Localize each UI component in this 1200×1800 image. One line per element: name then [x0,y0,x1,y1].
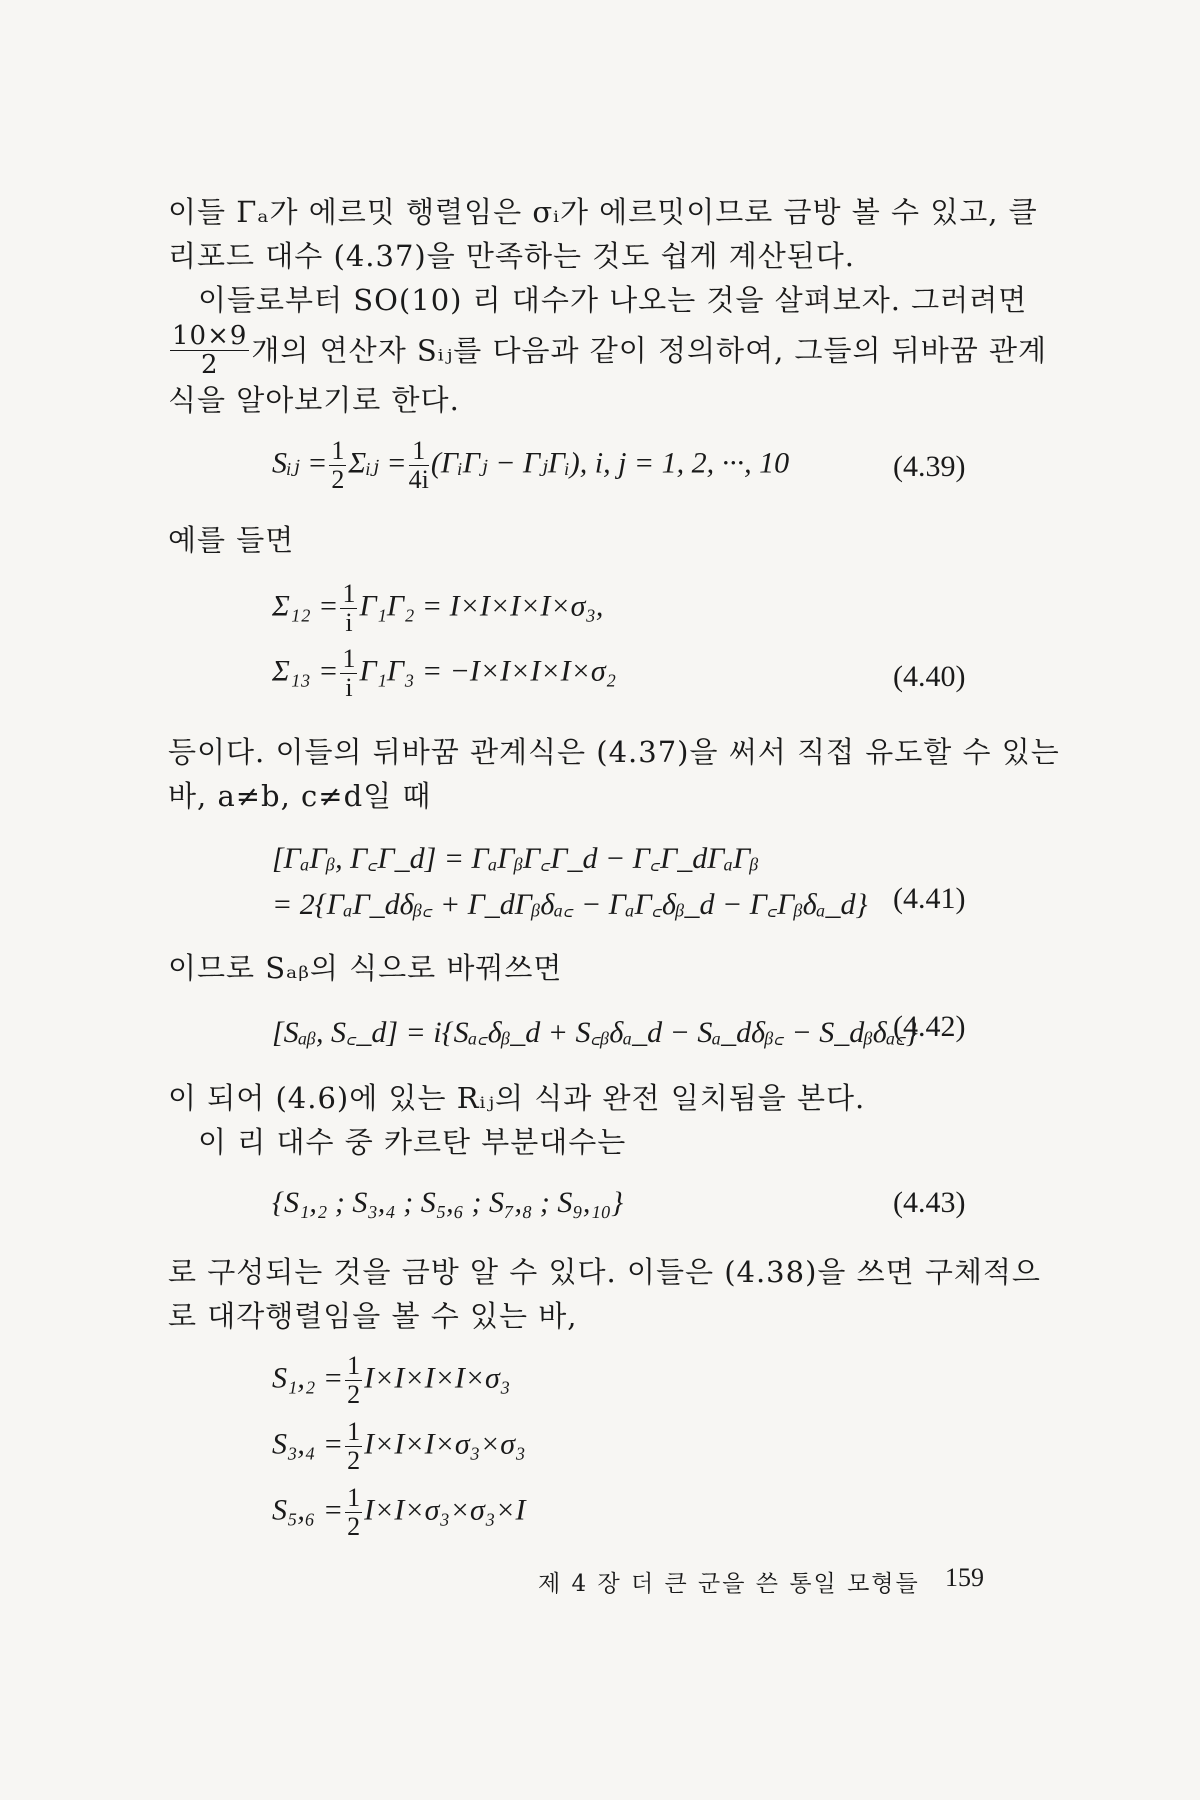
paragraph-line: 로 구성되는 것을 금방 알 수 있다. 이들은 (4.38)을 쓰면 구체적으 [168,1255,1041,1289]
fraction-numerator: 1 [342,644,356,673]
equation-number: (4.43) [893,1186,966,1219]
equation-part: S₁,₂ = [272,1361,344,1395]
fraction [329,437,346,494]
fraction [345,1484,362,1541]
fraction-denominator: 2 [200,350,219,380]
equation-s56 [272,1484,526,1541]
equation-number: (4.41) [893,882,966,915]
equation-part: Γ₁Γ₃ = −I×I×I×I×σ₂ [359,654,617,688]
equation-number: (4.42) [893,1010,966,1043]
fraction [345,1418,362,1475]
equation-part: Σ₁₃ = [272,654,339,688]
paragraph-text: 개의 연산자 Sᵢⱼ를 다음과 같이 정의하여, 그들의 뒤바꿈 관계 [251,333,1048,368]
equation-part: I×I×σ₃×σ₃×I [364,1493,526,1527]
equation-4-40b [272,645,616,702]
paragraph-line: 이 리 대수 중 카르탄 부분대수는 [198,1125,627,1159]
fraction-denominator: 2 [347,1446,361,1475]
equation-4-41b: = 2{ΓₐΓ_dδᵦ꜀ + Γ_dΓᵦδₐ꜀ − ΓₐΓ꜀δᵦ_d − Γ꜀Γᵦδₐ_d} [272,888,868,921]
paragraph-line: 이들로부터 SO(10) 리 대수가 나오는 것을 살펴보자. 그러려면 [198,283,1028,317]
paragraph-line: 이므로 Sₐᵦ의 식으로 바꿔쓰면 [168,951,563,985]
page-number: 159 [945,1563,984,1592]
equation-4-42: [Sₐᵦ, S꜀_d] = i{Sₐ꜀δᵦ_d + S꜀ᵦδₐ_d − Sₐ_dδᵦ꜀ − S_dᵦδₐ꜀} [272,1016,918,1049]
fraction-numerator: 1 [331,436,345,465]
fraction [345,1352,362,1409]
equation-part: S₅,₆ = [272,1493,344,1527]
equation-part: I×I×I×I×σ₃ [364,1361,511,1395]
equation-4-43: {S₁,₂ ; S₃,₄ ; S₅,₆ ; S₇,₈ ; S₉,₁₀} [272,1186,624,1219]
paragraph-line: 바, a≠b, c≠d일 때 [168,779,432,813]
fraction-denominator: 2 [347,1380,361,1409]
equation-part: (ΓᵢΓⱼ − ΓⱼΓᵢ), i, j = 1, 2, ···, 10 [430,446,790,480]
equation-part: S₃,₄ = [272,1427,344,1461]
paragraph-line: 로 대각행렬임을 볼 수 있는 바, [168,1299,578,1333]
paragraph-line: 식을 알아보기로 한다. [168,383,460,417]
equation-number: (4.39) [893,450,966,483]
paragraph-line: 예를 들면 [168,523,295,557]
paragraph-line: 이 되어 (4.6)에 있는 Rᵢⱼ의 식과 완전 일치됨을 본다. [168,1081,866,1115]
fraction [409,437,429,494]
fraction-numerator: 1 [409,437,429,466]
fraction-denominator: i [345,608,353,637]
fraction-numerator: 1 [347,1483,361,1512]
equation-part: Σ₁₂ = [272,589,339,623]
fraction-numerator: 1 [342,579,356,608]
equation-4-41a: [ΓₐΓᵦ, Γ꜀Γ_d] = ΓₐΓᵦΓ꜀Γ_d − Γ꜀Γ_dΓₐΓᵦ [272,842,759,875]
fraction [170,322,249,379]
equation-4-39 [272,437,789,494]
equation-part: Σᵢⱼ = [348,446,407,480]
equation-part: I×I×I×σ₃×σ₃ [364,1427,526,1461]
running-head: 제 4 장 더 큰 군을 쓴 통일 모형들 [538,1571,920,1597]
fraction [340,580,357,637]
fraction-numerator: 1 [347,1351,361,1380]
fraction-numerator: 1 [347,1417,361,1446]
fraction [340,645,357,702]
fraction-denominator: 2 [347,1512,361,1541]
paragraph-line: 이들 Γₐ가 에르밋 행렬임은 σᵢ가 에르밋이므로 금방 볼 수 있고, 클 [168,195,1038,229]
equation-part: Sᵢⱼ = [272,446,328,480]
fraction-denominator: 4i [408,465,429,494]
equation-number: (4.40) [893,660,966,693]
paragraph-line [168,322,1047,379]
equation-part: Γ₁Γ₂ = I×I×I×I×σ₃, [359,589,604,623]
equation-s34 [272,1418,526,1475]
fraction-denominator: 2 [331,465,345,494]
equation-4-40a [272,580,603,637]
equation-s12 [272,1352,510,1409]
paragraph-line: 리포드 대수 (4.37)을 만족하는 것도 쉽게 계산된다. [168,239,855,273]
paragraph-line: 등이다. 이들의 뒤바꿈 관계식은 (4.37)을 써서 직접 유도할 수 있는 [168,735,1060,769]
fraction-denominator: i [345,673,353,702]
fraction-numerator: 10×9 [172,321,248,351]
